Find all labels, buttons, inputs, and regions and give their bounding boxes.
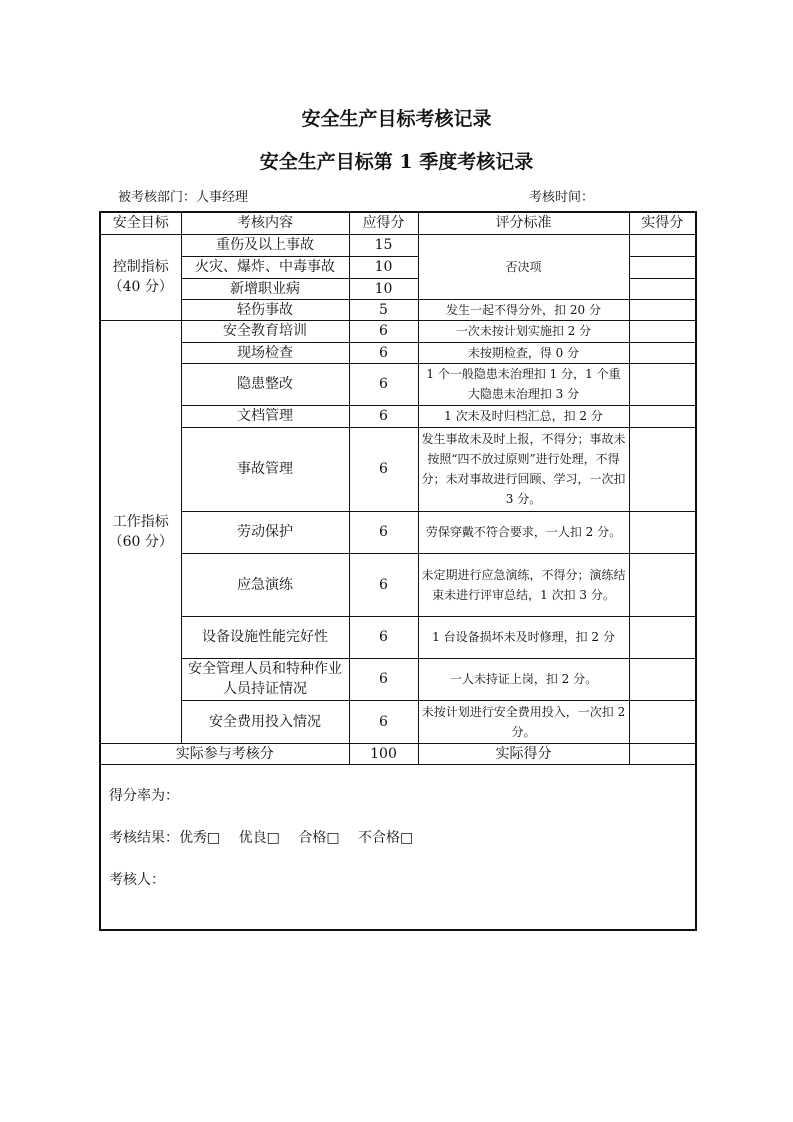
actual-score-input[interactable] xyxy=(629,616,696,658)
score-cell: 6 xyxy=(349,427,418,511)
actual-score-input[interactable] xyxy=(629,405,696,427)
score-cell: 6 xyxy=(349,658,418,700)
actual-score-input[interactable] xyxy=(629,658,696,700)
table-row xyxy=(100,427,696,511)
content-cell: 劳动保护 xyxy=(181,511,349,553)
score-cell: 6 xyxy=(349,511,418,553)
assessment-result-label: 考核结果：优秀□ 优良□ 合格□ 不合格□ xyxy=(109,829,414,846)
criteria-cell: 未定期进行应急演练，不得分；演练结束未进行评审总结，1 次扣 3 分。 xyxy=(418,553,629,616)
score-cell: 15 xyxy=(349,234,418,256)
content-cell: 安全费用投入情况 xyxy=(181,700,349,743)
group-points: （60 分） xyxy=(108,533,173,550)
actual-score-input[interactable] xyxy=(629,363,696,405)
group-control xyxy=(100,234,181,320)
content-cell: 文档管理 xyxy=(181,405,349,427)
content-cell: 轻伤事故 xyxy=(181,299,349,320)
assessment-table xyxy=(99,211,697,931)
criteria-cell: 否决项 xyxy=(418,234,629,299)
assessor-label: 考核人： xyxy=(109,871,165,888)
table-row xyxy=(100,299,696,320)
criteria-cell: 未按计划进行安全费用投入，一次扣 2 分。 xyxy=(418,700,629,743)
table-header-row xyxy=(100,212,696,234)
total-label: 实际参与考核分 xyxy=(100,743,349,764)
content-cell: 安全管理人员和特种作业人员持证情况 xyxy=(181,658,349,700)
header-actual-score: 实得分 xyxy=(629,212,696,234)
footer-cell xyxy=(100,764,696,930)
score-cell: 6 xyxy=(349,320,418,342)
header-goal: 安全目标 xyxy=(100,212,181,234)
score-rate-label: 得分率为： xyxy=(109,787,179,804)
score-cell: 6 xyxy=(349,700,418,743)
total-score: 100 xyxy=(349,743,418,764)
actual-score-input[interactable] xyxy=(629,278,696,299)
score-cell: 10 xyxy=(349,278,418,299)
footer-row xyxy=(100,764,696,930)
actual-score-input[interactable] xyxy=(629,256,696,278)
actual-score-input[interactable] xyxy=(629,511,696,553)
actual-score-input[interactable] xyxy=(629,427,696,511)
criteria-cell: 发生事故未及时上报，不得分；事故未按照“四不放过原则”进行处理，不得分；未对事故进行回顾、学习，一次扣 3 分。 xyxy=(418,427,629,511)
actual-score-input[interactable] xyxy=(629,234,696,256)
actual-score-input[interactable] xyxy=(629,342,696,363)
actual-score-input[interactable] xyxy=(629,299,696,320)
content-cell: 新增职业病 xyxy=(181,278,349,299)
actual-score-input[interactable] xyxy=(629,320,696,342)
group-work xyxy=(100,320,181,743)
table-row xyxy=(100,234,696,256)
score-cell: 10 xyxy=(349,256,418,278)
criteria-cell: 1 台设备损坏未及时修理，扣 2 分 xyxy=(418,616,629,658)
content-cell: 重伤及以上事故 xyxy=(181,234,349,256)
department-label: 被考核部门：人事经理 xyxy=(118,190,249,205)
table-row xyxy=(100,553,696,616)
group-name: 控制指标 xyxy=(112,259,169,275)
content-cell: 隐患整改 xyxy=(181,363,349,405)
actual-score-input[interactable] xyxy=(629,700,696,743)
criteria-cell: 一次未按计划实施扣 2 分 xyxy=(418,320,629,342)
score-cell: 6 xyxy=(349,553,418,616)
document-subtitle: 安全生产目标第 1 季度考核记录 xyxy=(259,151,534,173)
group-points: （40 分） xyxy=(108,279,173,295)
header-criteria: 评分标准 xyxy=(418,212,629,234)
content-cell: 设备设施性能完好性 xyxy=(181,616,349,658)
table-row xyxy=(100,363,696,405)
group-name: 工作指标 xyxy=(112,513,169,530)
content-cell: 安全教育培训 xyxy=(181,320,349,342)
table-row xyxy=(100,511,696,553)
criteria-cell: 发生一起不得分外，扣 20 分 xyxy=(418,299,629,320)
header-content: 考核内容 xyxy=(181,212,349,234)
score-cell: 6 xyxy=(349,405,418,427)
assessment-time-label: 考核时间： xyxy=(529,190,595,205)
score-cell: 5 xyxy=(349,299,418,320)
criteria-cell: 1 个一般隐患未治理扣 1 分，1 个重大隐患未治理扣 3 分 xyxy=(418,363,629,405)
criteria-cell: 未按期检查，得 0 分 xyxy=(418,342,629,363)
table-row xyxy=(100,616,696,658)
content-cell: 现场检查 xyxy=(181,342,349,363)
actual-score-input[interactable] xyxy=(629,553,696,616)
criteria-cell: 1 次未及时归档汇总，扣 2 分 xyxy=(418,405,629,427)
actual-total-input[interactable] xyxy=(629,743,696,764)
score-cell: 6 xyxy=(349,342,418,363)
table-row xyxy=(100,405,696,427)
criteria-cell: 劳保穿戴不符合要求，一人扣 2 分。 xyxy=(418,511,629,553)
score-cell: 6 xyxy=(349,363,418,405)
table-row xyxy=(100,320,696,342)
content-cell: 事故管理 xyxy=(181,427,349,511)
content-cell: 应急演练 xyxy=(181,553,349,616)
document-title: 安全生产目标考核记录 xyxy=(301,108,492,130)
total-row xyxy=(100,743,696,764)
table-row xyxy=(100,700,696,743)
criteria-cell: 一人未持证上岗，扣 2 分。 xyxy=(418,658,629,700)
content-cell: 火灾、爆炸、中毒事故 xyxy=(181,256,349,278)
table-row xyxy=(100,658,696,700)
actual-total-label: 实际得分 xyxy=(418,743,629,764)
table-row xyxy=(100,342,696,363)
score-cell: 6 xyxy=(349,616,418,658)
header-due-score: 应得分 xyxy=(349,212,418,234)
